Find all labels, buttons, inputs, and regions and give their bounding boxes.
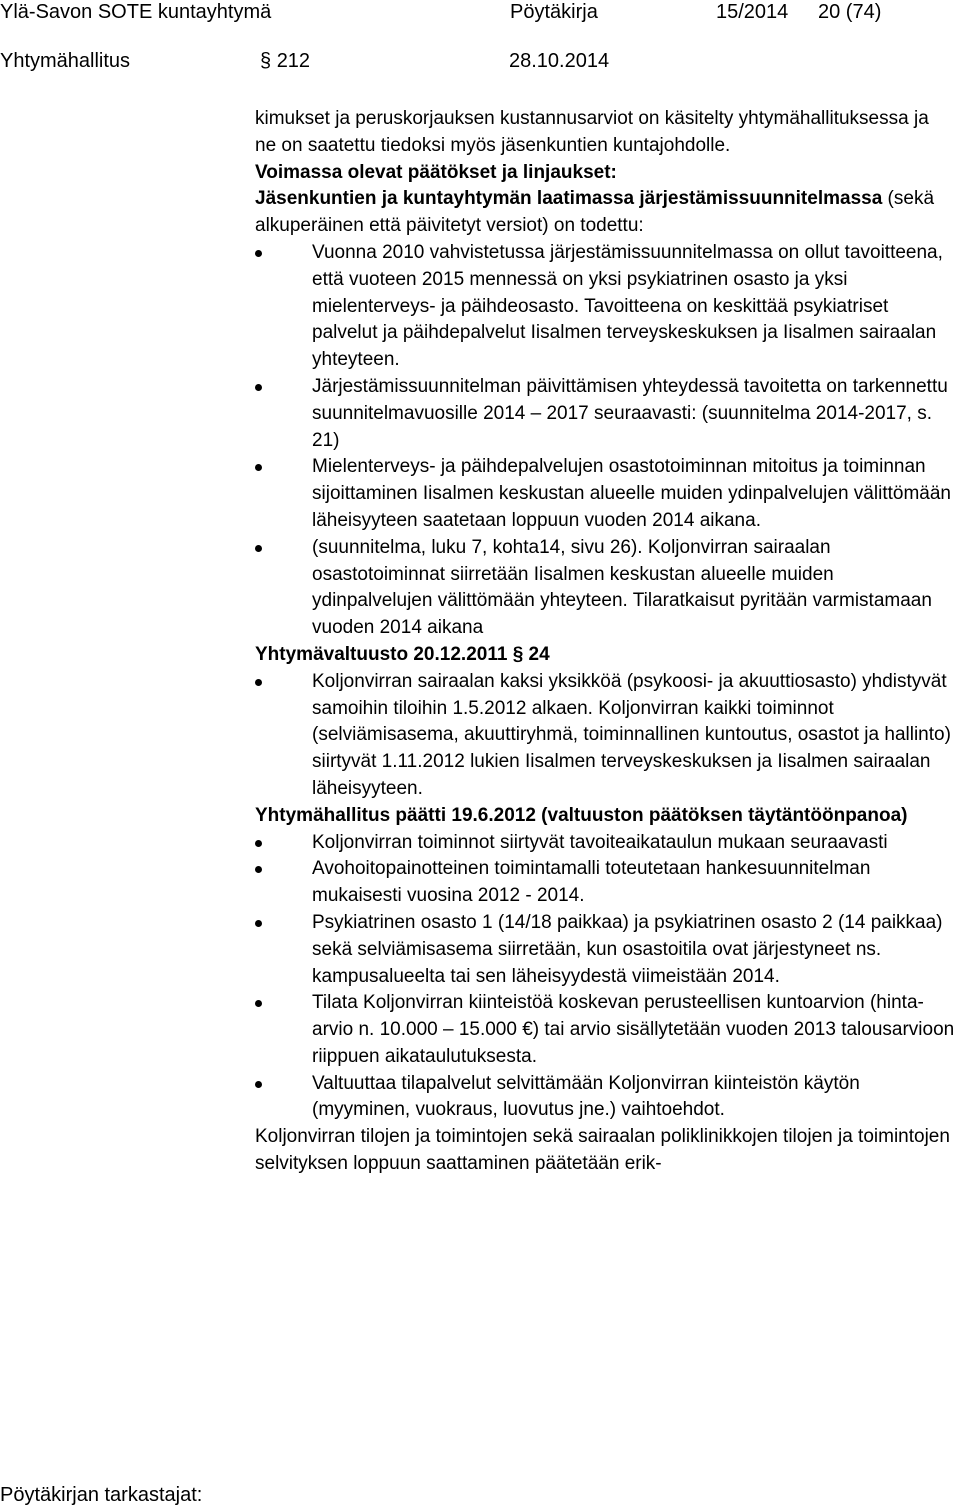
header-section: § 212 (260, 50, 311, 72)
list-item: Koljonvirran toiminnot siirtyvät tavoiteaikataulun mukaan seuraavasti (255, 830, 955, 857)
board-bullet-list (255, 830, 955, 1125)
list-item: Koljonvirran sairaalan kaksi yksikköä (psykoosi- ja akuuttiosasto) yhdistyvät samoihin tiloihin 1.5.2012 alkaen. Koljonvirran kaikki toiminnot (selviämisasema, akuuttiryhmä, toiminnallinen kuntoutus, osastot ja hallinto) siirtyvät 1.11.2012 lukien Iisalmen terveyskeskuksen ja Iisalmen sairaalan läheisyyteen. (255, 669, 955, 803)
main-content (255, 106, 955, 1178)
list-item: Valtuuttaa tilapalvelut selvittämään Koljonvirran kiinteistön käytön (myyminen, vuokraus, luovutus jne.) vaihtoehdot. (255, 1071, 955, 1125)
council-bullet-list (255, 669, 955, 803)
list-item: Tilata Koljonvirran kiinteistöä koskevan perusteellisen kuntoarvion (hinta-arvio n. 10.000 – 15.000 €) tai arvio sisällytetään vuoden 2013 talousarvioon riippuen aikataulutuksesta. (255, 990, 955, 1070)
header-doc-number: 15/2014 (716, 1, 789, 23)
plan-bold-text: Jäsenkuntien ja kuntayhtymän laatimassa järjestämissuunnitelmassa (255, 188, 883, 210)
header-page: 20 (74) (818, 1, 882, 23)
list-item: Avohoitopainotteinen toimintamalli toteutetaan hankesuunnitelman mukaisesti vuosina 2012 - 2014. (255, 856, 955, 910)
footer-reviewers-label: Pöytäkirjan tarkastajat: (0, 1484, 203, 1506)
council-heading: Yhtymävaltuusto 20.12.2011 § 24 (255, 643, 550, 665)
board-heading: Yhtymähallitus päätti 19.6.2012 (valtuuston päätöksen täytäntöönpanoa) (255, 804, 908, 826)
plan-paragraph (255, 186, 955, 240)
header-section-number: 212 (276, 50, 311, 72)
decisions-heading: Voimassa olevat päätökset ja linjaukset: (255, 161, 617, 183)
list-item: (suunnitelma, luku 7, kohta14, sivu 26). Koljonvirran sairaalan osastotoiminnat siirretään Iisalmen keskustan alueelle muiden ydinpalvelujen välittömään yhteyteen. Tilaratkaisut pyritään varmistamaan vuoden 2014 aikana (255, 535, 955, 642)
intro-paragraph: kimukset ja peruskorjauksen kustannusarviot on käsitelty yhtymähallituksessa ja ne on saatettu tiedoksi myös jäsenkuntien kuntajohdolle. (255, 108, 929, 156)
list-item: Vuonna 2010 vahvistetussa järjestämissuunnitelmassa on ollut tavoitteena, että vuoteen 2015 mennessä on yksi psykiatrinen osasto ja yksi mielenterveys- ja päihdeosasto. Tavoitteena on keskittää psykiatriset palvelut ja päihdepalvelut Iisalmen terveyskeskuksen ja Iisalmen sairaalan yhteyteen. (255, 240, 955, 374)
header-organization: Ylä-Savon SOTE kuntayhtymä (0, 1, 272, 23)
header-doc-type: Pöytäkirja (510, 1, 598, 23)
plan-rest-text: (sekä alkuperäinen että päivitetyt versiot) on todettu: (255, 188, 935, 237)
header-date: 28.10.2014 (509, 50, 610, 72)
list-item: Järjestämissuunnitelman päivittämisen yhteydessä tavoitetta on tarkennettu suunnitelmavuosille 2014 – 2017 seuraavasti: (suunnitelma 2014-2017, s. 21) (255, 374, 955, 454)
list-item: Psykiatrinen osasto 1 (14/18 paikkaa) ja psykiatrinen osasto 2 (14 paikkaa) sekä selviämisasema siirretään, kun osastoitila ovat järjestyneet ns. kampusalueelta tai sen läheisyydestä viimeistään 2014. (255, 910, 955, 990)
closing-paragraph: Koljonvirran tilojen ja toimintojen sekä sairaalan poliklinikkojen tilojen ja toimintojen selvityksen loppuun saattaminen päätetään erik- (255, 1126, 950, 1175)
header-body: Yhtymähallitus (0, 50, 131, 72)
list-item: Mielenterveys- ja päihdepalvelujen osastotoiminnan mitoitus ja toiminnan sijoittaminen Iisalmen keskustan alueelle muiden ydinpalvelujen välittömään läheisyyteen saatetaan loppuun vuoden 2014 aikana. (255, 454, 955, 534)
plan-bullet-list (255, 240, 955, 642)
